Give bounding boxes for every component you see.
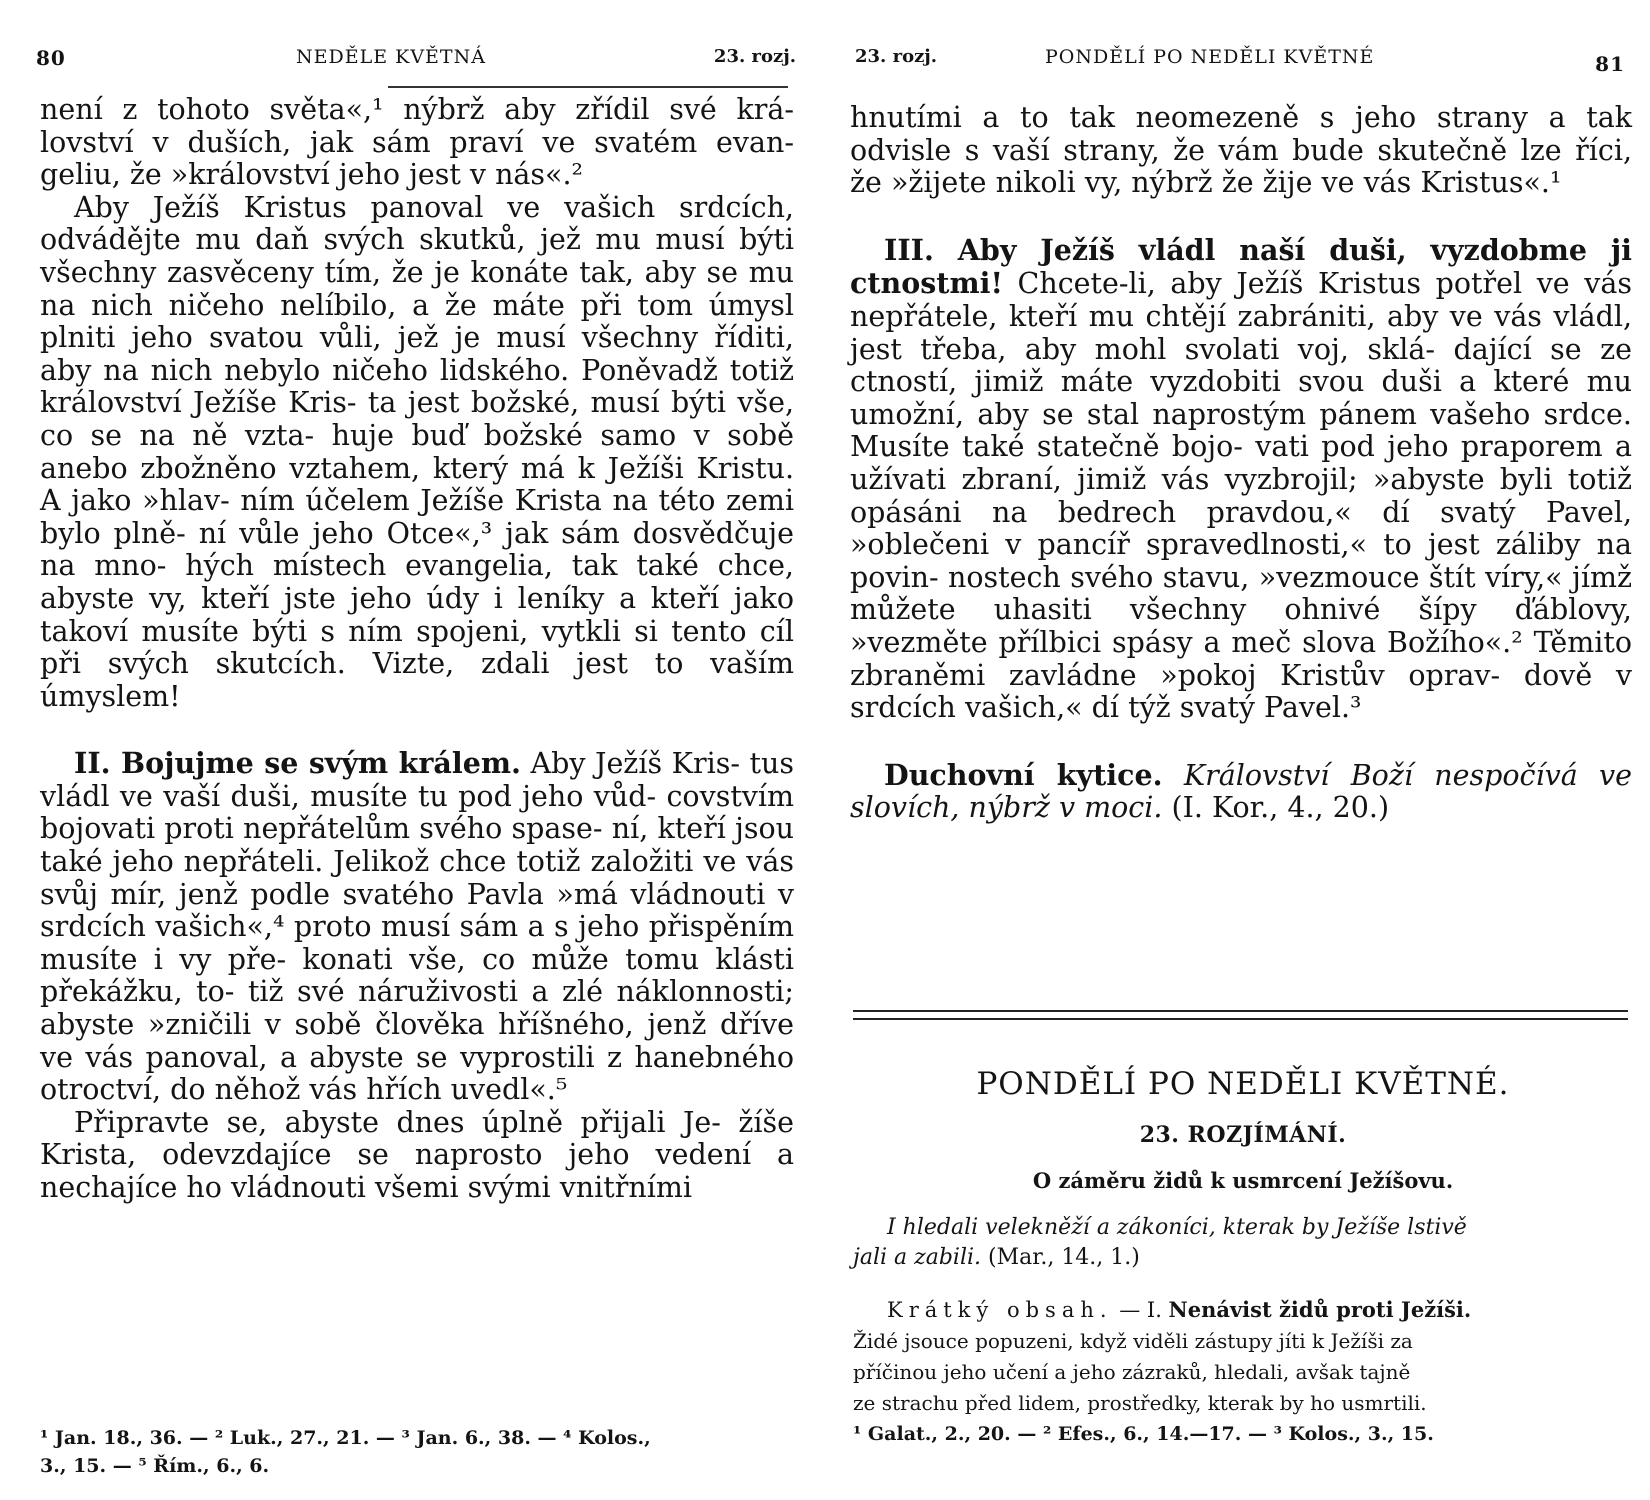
- text-line: vy, kteří jste jeho údy i leníky a kteří jako: [148, 581, 794, 615]
- text-line: musí sám a s jeho přispěním musíte i vy pře-: [40, 910, 795, 976]
- text-line: Připravte se, abyste dnes úplně přijali Je-: [74, 1105, 721, 1139]
- paragraph: [40, 1107, 794, 1205]
- text-line: lidského. Poněvadž totiž království Ježíše Kris-: [40, 353, 795, 420]
- text-line: »zničili v sobě člověka hříšného, jenž dříve ve: [40, 1008, 794, 1074]
- paragraph-section-ii: [40, 747, 794, 1107]
- text-line: musí všechny říditi, aby na nich nebylo ničeho: [40, 321, 794, 387]
- page-number: 80: [36, 46, 66, 70]
- running-title: NEDĚLE KVĚTNÁ: [296, 46, 486, 68]
- section-heading: II. Bojujme se svým králem.: [74, 746, 521, 781]
- text-line: aby se mu na nich ničeho nelíbilo, a že máte: [40, 255, 795, 322]
- text-line: tus vládl ve vaší duši, musíte tu pod jeho vůd-: [40, 747, 794, 813]
- bouquet-quote-cont: slovích, nýbrž v moci.: [850, 791, 1163, 825]
- text-line: Aby Ježíš Kristus panoval ve vašich srdcích,: [74, 190, 794, 224]
- summary-label: Krátký obsah.: [887, 1298, 1113, 1322]
- text-line: geliu, že »království jeho jest v nás«.²: [40, 158, 583, 192]
- text-line: žíše Krista, odevzdajíce se naprosto jeho vedení: [40, 1105, 794, 1172]
- text-line: vás vyzbrojil; »abyste byli totiž opásáni na: [850, 462, 1633, 529]
- paragraph: [850, 102, 1632, 200]
- running-section: 23. rozj.: [713, 46, 796, 67]
- text-line: ta jest božské, musí býti vše, co se na ně vzta-: [40, 386, 794, 452]
- text-line: ní vůle jeho Otce«,³ jak sám dosvědčuje na mno-: [40, 516, 794, 583]
- left-body-text: [40, 94, 794, 1205]
- text-line: huje buď božské samo v sobě anebo zbožněno: [40, 418, 795, 485]
- text-line: v pancíř spravedlnosti,« to jest záliby na povin-: [850, 528, 1632, 594]
- footnotes-left: [40, 1424, 800, 1480]
- text-line: býti všechny zasvěceny tím, že je konáte tak,: [40, 223, 794, 289]
- text-line: Těmito zbraněmi zavládne »pokoj Kristův oprav-: [850, 625, 1632, 692]
- section-heading: III. Aby Ježíš vládl naší duši, vyzdobme ji: [884, 232, 1632, 267]
- page-number: 81: [1595, 52, 1625, 76]
- summary-line: příčinou jeho učení a jeho zázraků, hledali, avšak tajně: [853, 1360, 1411, 1384]
- text-line: vás panoval, a abyste se vyprostili z hanebného: [85, 1040, 794, 1074]
- text-line: cíl při svých skutcích. Vizte, zdali jest to vaším: [40, 614, 794, 681]
- text-line: dově v srdcích vašich,« dí týž svatý Pavel.³: [850, 658, 1632, 725]
- text-line: Chcete-li, aby Ježíš Kristus potřel ve: [1002, 267, 1570, 301]
- meditation-number: 23. ROZJÍMÁNÍ.: [1139, 1122, 1347, 1148]
- header-rule: [388, 86, 788, 88]
- text-line: tiž své náruživosti a zlé náklonnosti; abyste: [40, 975, 795, 1042]
- text-line: vás vládl, jest třeba, aby mohl svolati voj, sklá-: [850, 299, 1633, 366]
- summary-dash: — I.: [1112, 1298, 1169, 1322]
- text-line: říci, že »žijete nikoli vy, nýbrž že žije ve vás: [850, 133, 1632, 200]
- bouquet-reference: (I. Kor., 4., 20.): [1162, 791, 1390, 825]
- text-line: vás nepřátele, kteří mu chtějí zabrániti, aby ve: [850, 267, 1633, 333]
- text-line: bedrech pravdou,« dí svatý Pavel, »oblečeni: [850, 495, 1633, 562]
- section-heading-cont: ctnostmi!: [850, 266, 1003, 301]
- text-line: hých místech evangelia, tak také chce, abyste: [40, 549, 794, 615]
- text-line: dající se ze ctností, jimiž máte vyzdobiti svou: [850, 332, 1632, 399]
- paragraph-section-iii: [850, 234, 1632, 725]
- text-line: pánem vašeho srdce. Musíte také statečně bojo-: [850, 397, 1632, 464]
- text-line: úmyslem!: [40, 679, 181, 713]
- text-line: hnutími a to tak neomezeně s jeho strany a tak: [850, 101, 1632, 134]
- text-line: vztahem, který má k Ježíši Kristu. A jako »hlav-: [40, 451, 795, 518]
- paragraph: [40, 94, 794, 192]
- text-line: ní, kteří jsou také jeho nepřáteli. Jelikož chce: [40, 812, 795, 879]
- running-section: 23. rozj.: [855, 46, 938, 67]
- summary-line: Židé jsouce popuzeni, když viděli zástupy jíti k Ježíši za: [853, 1329, 1413, 1353]
- scripture-verse: [853, 1213, 1633, 1273]
- text-line: Aby Ježíš Kris-: [520, 747, 740, 781]
- right-body-text: [850, 102, 1632, 825]
- text-line: můžete uhasiti všechny ohnivé šípy ďáblovy,: [850, 593, 1632, 627]
- section-divider: [853, 1010, 1628, 1020]
- footnote-line: 3., 15. — ⁵ Řím., 6., 6.: [40, 1455, 270, 1477]
- text-line: není z tohoto světa«,¹ nýbrž aby zřídil své krá-: [40, 93, 794, 126]
- text-line: nostech svého stavu, »vezmouce štít víry,« jímž: [948, 560, 1632, 594]
- bouquet-quote: Království Boží nespočívá ve: [1162, 758, 1632, 792]
- text-line: »vezměte přílbici spásy a meč slova Božího«.²: [850, 625, 1523, 659]
- footnotes-right: [853, 1420, 1633, 1448]
- summary: [853, 1294, 1633, 1419]
- text-line: takoví musíte býti s ním spojeni, vytkli si tento: [40, 614, 747, 648]
- running-title: PONDĚLÍ PO NEDĚLI KVĚTNÉ: [1045, 46, 1375, 68]
- summary-heading: Nenávist židů proti Ježíši.: [1168, 1297, 1472, 1322]
- text-line: duši a které mu umožní, aby se stal naprostým: [850, 365, 1633, 431]
- text-line: konati vše, co může tomu klásti překážku, to-: [40, 942, 794, 1009]
- text-line: Kristus«.¹: [1420, 166, 1562, 200]
- text-line: ním účelem Ježíše Krista na této zemi bylo plně-: [40, 484, 795, 550]
- footnote-line: ¹ Galat., 2., 20. — ² Efes., 6., 14.—17. — ³ Kolos., 3., 15.: [853, 1423, 1434, 1445]
- footnote-line: ¹ Jan. 18., 36. — ² Luk., 27., 21. — ³ Jan. 6., 38. — ⁴ Kolos.,: [40, 1427, 651, 1449]
- text-line: odvádějte mu daň svých skutků, jež mu musí: [40, 223, 725, 257]
- text-line: vati pod jeho praporem a užívati zbraní, jimiž: [850, 430, 1632, 496]
- right-page: [825, 0, 1650, 1500]
- running-head-left: [36, 46, 796, 76]
- text-line: odvisle s vaší strany, že vám bude skutečně lze: [850, 133, 1562, 167]
- text-line: Pavla »má vládnouti v srdcích vašich«,⁴ proto: [40, 877, 794, 944]
- verse-text-cont: jali a zabili.: [853, 1245, 982, 1270]
- paragraph: [40, 192, 794, 714]
- spiritual-bouquet: [850, 759, 1632, 825]
- text-line: otroctví, do něhož vás hřích uvedl«.⁵: [40, 1073, 568, 1107]
- text-line: covstvím bojovati proti nepřátelům svého spase-: [40, 779, 795, 846]
- text-line: totiž založiti ve vás svůj mír, jenž podle svatého: [40, 845, 794, 911]
- text-line: a nechajíce ho vládnouti všemi svými vnitřními: [40, 1138, 794, 1204]
- verse-text: I hledali velekněží a zákoníci, kterak by Ježíše lstivě: [887, 1215, 1467, 1240]
- running-head-right: [855, 46, 1625, 76]
- verse-reference: (Mar., 14., 1.): [981, 1245, 1140, 1270]
- bouquet-heading: Duchovní kytice.: [884, 757, 1163, 792]
- text-line: při tom úmysl plniti jeho svatou vůli, jež je: [40, 288, 795, 355]
- section-title: PONDĚLÍ PO NEDĚLI KVĚTNÉ.: [976, 1066, 1510, 1102]
- section-subtitle: O záměru židů k usmrcení Ježíšovu.: [1032, 1168, 1454, 1193]
- text-line: lovství v duších, jak sám praví ve svatém evan-: [40, 125, 794, 159]
- summary-line: ze strachu před lidem, prostředky, kterak by ho usmrtili.: [853, 1391, 1427, 1415]
